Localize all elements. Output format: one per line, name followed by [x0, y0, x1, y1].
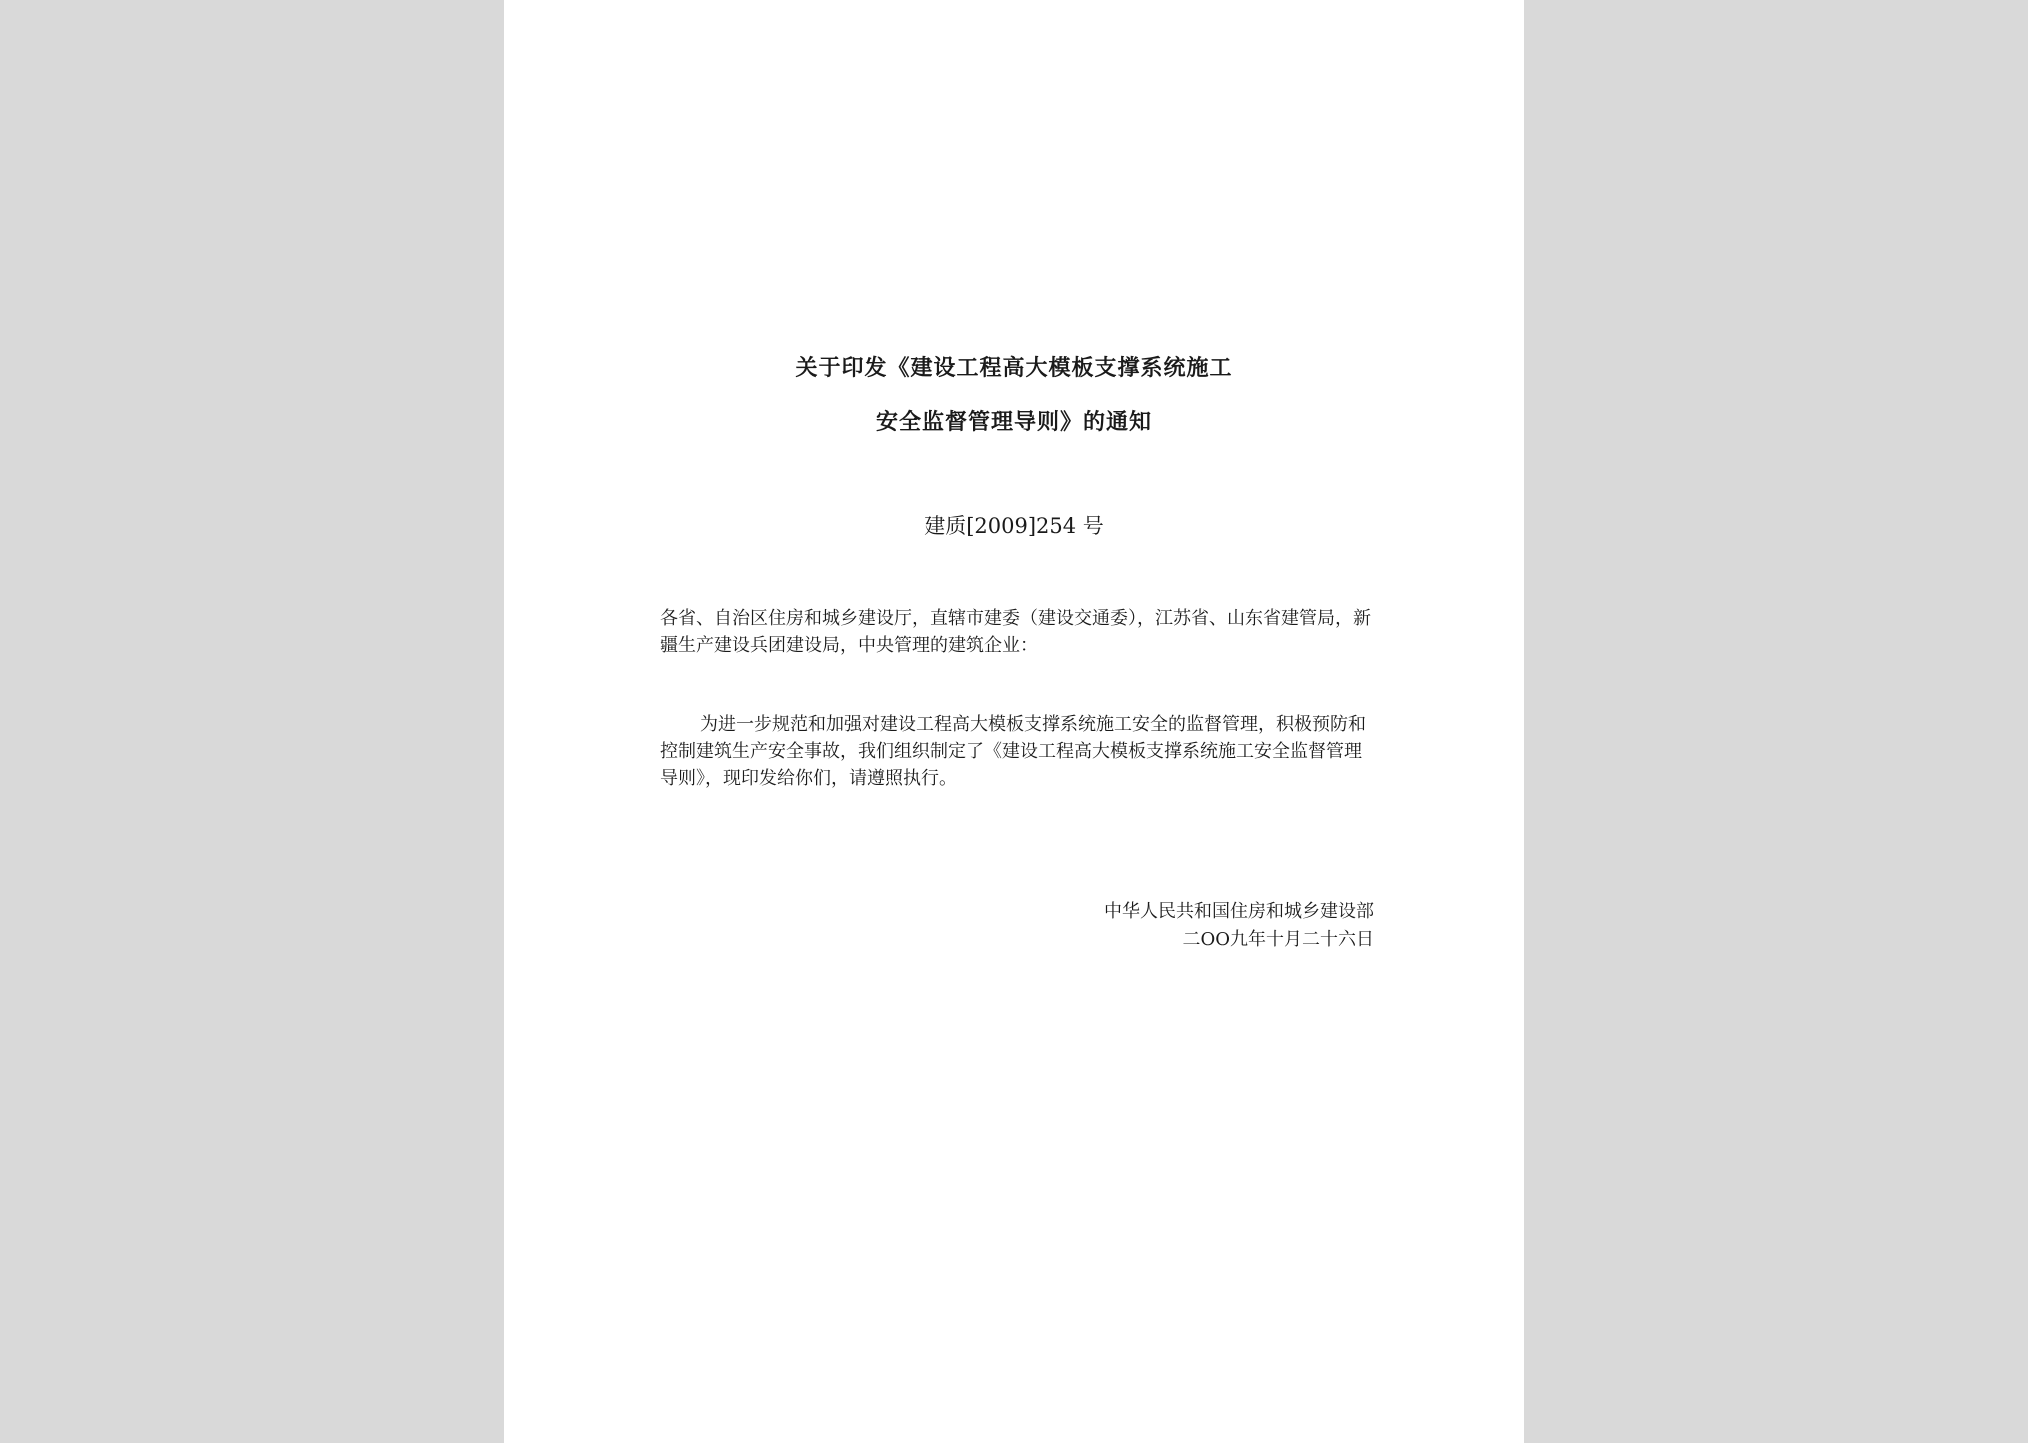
document-page: [504, 0, 1524, 1443]
body-paragraph: 为进一步规范和加强对建设工程高大模板支撑系统施工安全的监督管理，积极预防和控制建筑生产安全事故，我们组织制定了《建设工程高大模板支撑系统施工安全监督管理导则》，现印发给你们，请遵照执行。: [660, 714, 1366, 789]
document-number: 建质[2009]254 号: [924, 514, 1104, 538]
issuer-signature: 中华人民共和国住房和城乡建设部: [1104, 901, 1374, 922]
issue-date: 二OO九年十月二十六日: [1182, 929, 1374, 950]
document-title-line-1: 关于印发《建设工程高大模板支撑系统施工: [795, 356, 1233, 381]
document-title-line-2: 安全监督管理导则》的通知: [875, 410, 1152, 435]
addressee-paragraph: 各省、自治区住房和城乡建设厅，直辖市建委（建设交通委），江苏省、山东省建管局，新疆生产建设兵团建设局，中央管理的建筑企业：: [660, 608, 1371, 656]
